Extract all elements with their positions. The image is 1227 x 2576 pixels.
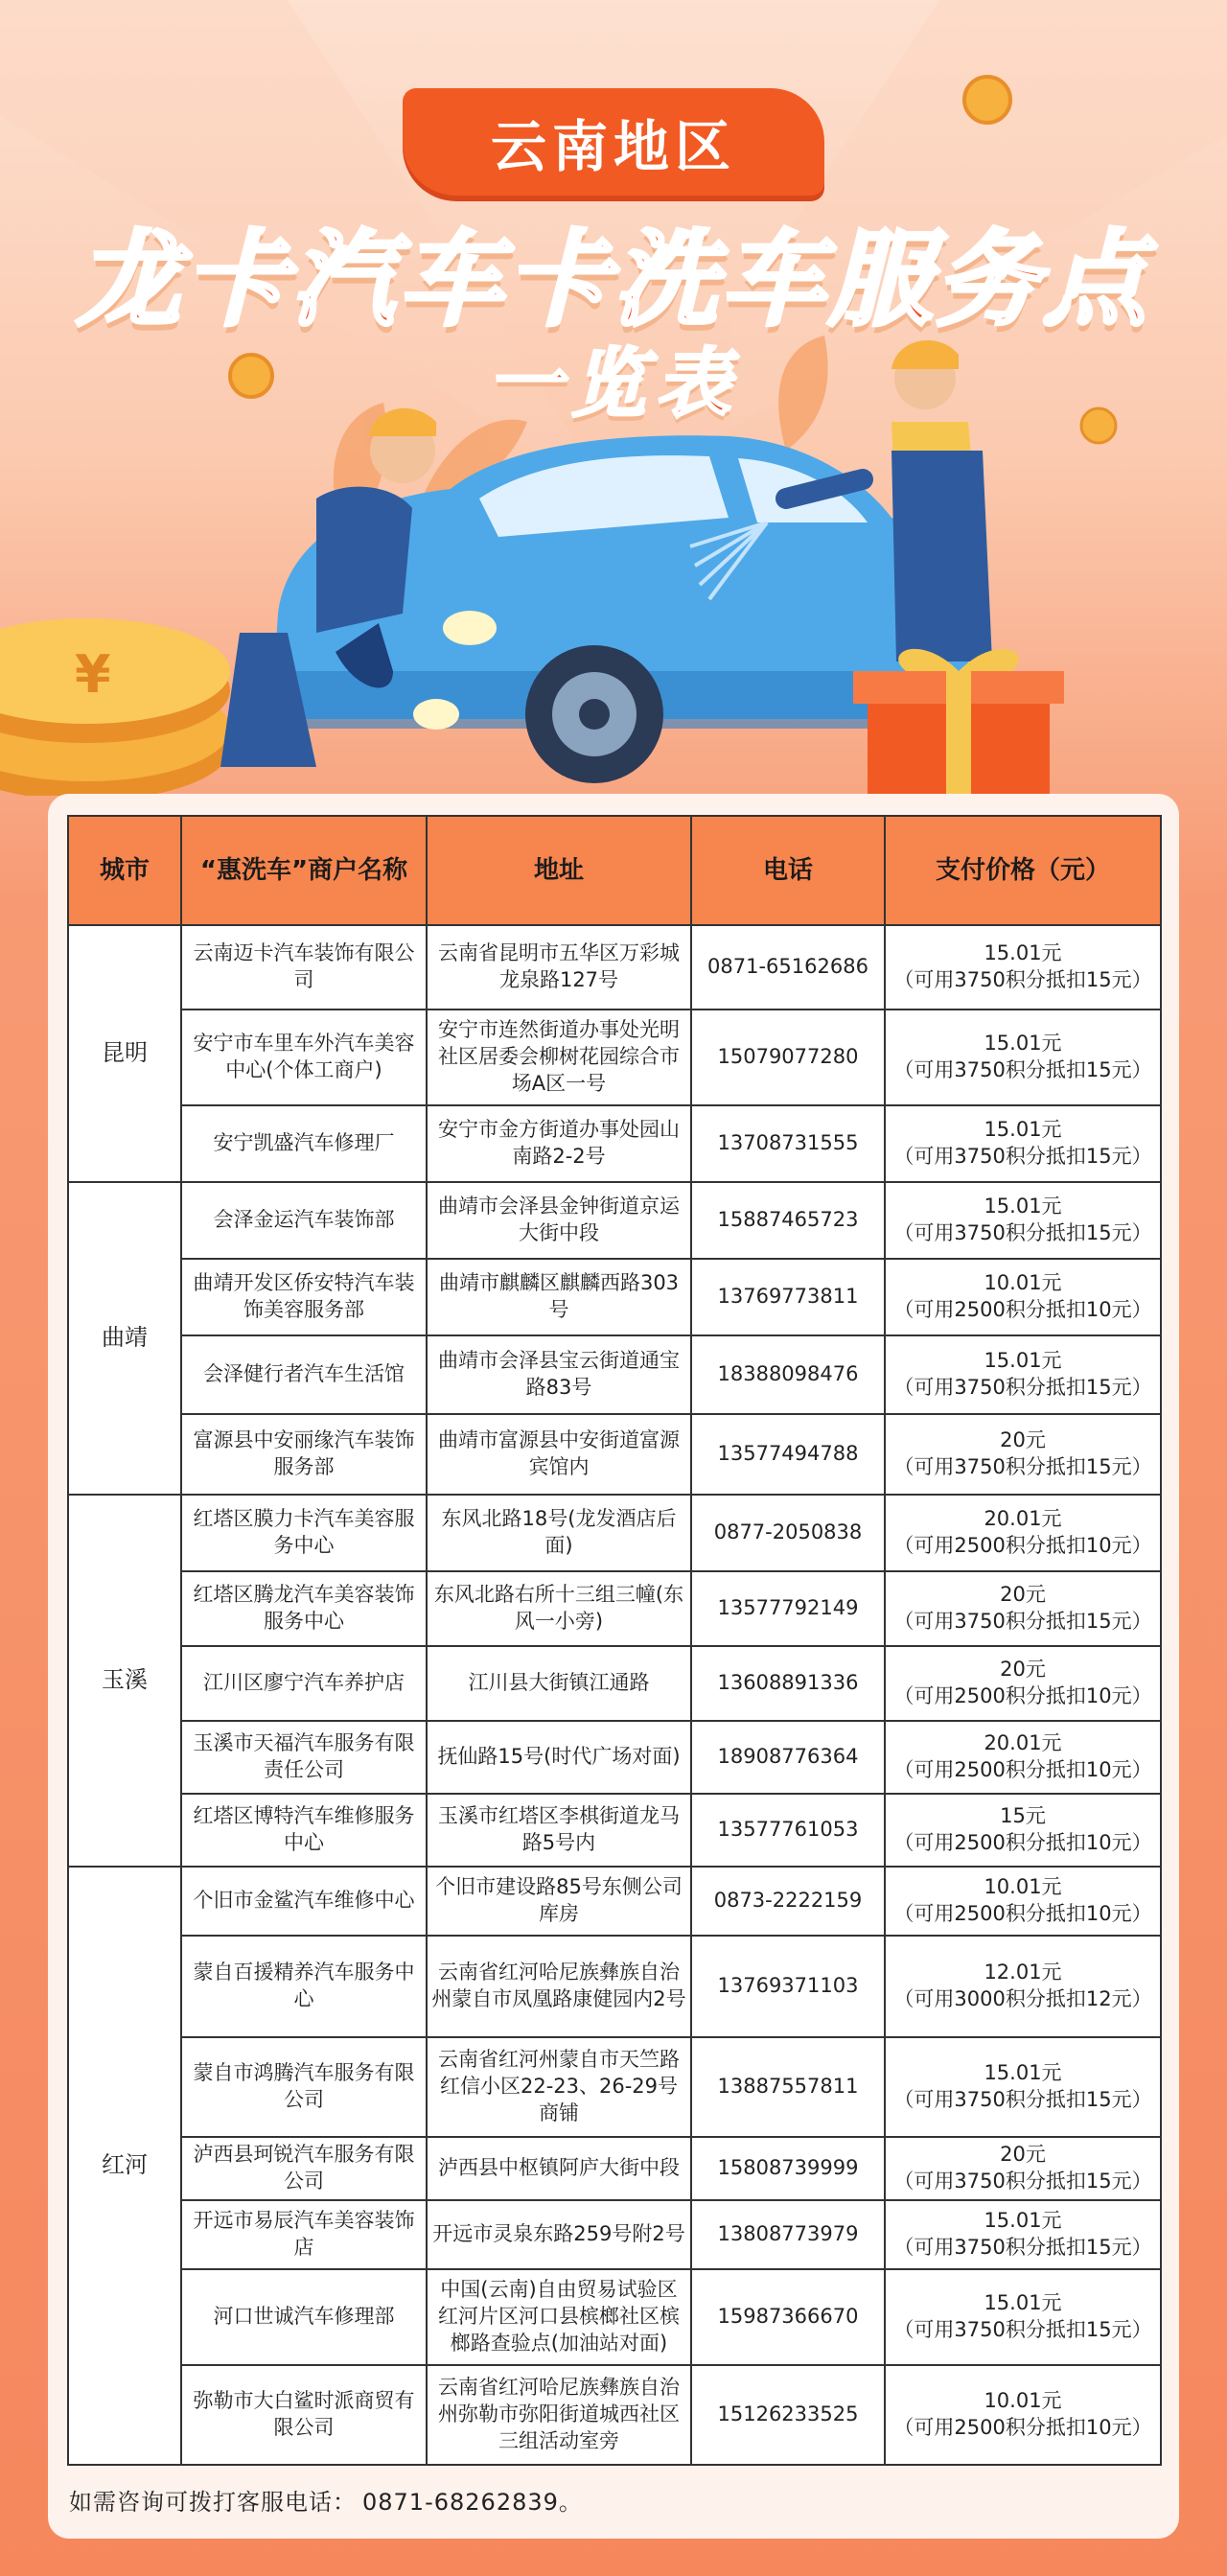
phone-cell[interactable]: 15887465723: [691, 1182, 885, 1259]
merchant-name-cell: 开远市易辰汽车美容装饰店: [181, 2200, 427, 2269]
merchant-name-cell: 红塔区博特汽车维修服务中心: [181, 1794, 427, 1867]
phone-cell[interactable]: 13577494788: [691, 1414, 885, 1495]
price-points-note: （可用3750积分抵扣15元）: [893, 1455, 1152, 1478]
address-cell: 江川县大街镇江通路: [427, 1646, 691, 1721]
price-cell: [885, 2269, 1161, 2365]
hotline-label: 如需咨询可拨打客服电话：: [69, 2489, 357, 2516]
address-cell: 曲靖市会泽县宝云街道通宝路83号: [427, 1335, 691, 1414]
hotline-number[interactable]: 0871-68262839。: [362, 2489, 583, 2516]
price-points-note: （可用3750积分抵扣15元）: [893, 2236, 1152, 2259]
address-cell: 东风北路右所十三组三幢(东风一小旁): [427, 1571, 691, 1646]
table-body: [68, 925, 1161, 2465]
price-cell: [885, 1794, 1161, 1867]
price-cell: [885, 1335, 1161, 1414]
address-cell: 云南省红河哈尼族彝族自治州弥勒市弥阳街道城西社区三组活动室旁: [427, 2365, 691, 2465]
merchant-name-cell: 泸西县珂锐汽车服务有限公司: [181, 2137, 427, 2200]
price-amount: 20元: [1000, 1428, 1046, 1452]
table-row: [68, 1259, 1161, 1335]
phone-cell[interactable]: 15079077280: [691, 1010, 885, 1105]
address-cell: 中国(云南)自由贸易试验区红河片区河口县槟榔社区槟榔路查验点(加油站对面): [427, 2269, 691, 2365]
merchant-name-cell: 蒙自百援精养汽车服务中心: [181, 1936, 427, 2037]
price-cell: [885, 2137, 1161, 2200]
column-header-merchant: “惠洗车”商户名称: [181, 816, 427, 925]
table-row: [68, 2269, 1161, 2365]
price-points-note: （可用3000积分抵扣12元）: [893, 1987, 1152, 2010]
table-row: [68, 1010, 1161, 1105]
price-points-note: （可用3750积分抵扣15元）: [893, 1376, 1152, 1399]
price-points-note: （可用3750积分抵扣15元）: [893, 1610, 1152, 1633]
phone-cell[interactable]: 13608891336: [691, 1646, 885, 1721]
merchant-name-cell: 安宁凯盛汽车修理厂: [181, 1105, 427, 1182]
price-points-note: （可用3750积分抵扣15元）: [893, 2170, 1152, 2193]
merchant-name-cell: 弥勒市大白鲨时派商贸有限公司: [181, 2365, 427, 2465]
price-amount: 15.01元: [984, 1032, 1062, 1056]
coin-stack-icon: [0, 618, 230, 796]
address-cell: 云南省昆明市五华区万彩城龙泉路127号: [427, 925, 691, 1010]
price-amount: 20元: [1000, 1658, 1046, 1682]
phone-cell[interactable]: 13708731555: [691, 1105, 885, 1182]
phone-cell[interactable]: 13808773979: [691, 2200, 885, 2269]
price-points-note: （可用3750积分抵扣15元）: [893, 968, 1152, 991]
table-row: [68, 1105, 1161, 1182]
hero-banner: [0, 0, 1227, 796]
hotline-note: [69, 2483, 583, 2517]
merchant-name-cell: 河口世诚汽车修理部: [181, 2269, 427, 2365]
price-points-note: （可用2500积分抵扣10元）: [893, 1534, 1152, 1557]
phone-cell[interactable]: 15987366670: [691, 2269, 885, 2365]
price-points-note: （可用2500积分抵扣10元）: [893, 2416, 1152, 2439]
phone-cell[interactable]: 15808739999: [691, 2137, 885, 2200]
price-points-note: （可用3750积分抵扣15元）: [893, 1145, 1152, 1168]
table-row: [68, 1414, 1161, 1495]
table-row: [68, 1867, 1161, 1936]
price-amount: 15.01元: [984, 2291, 1062, 2315]
table-row: [68, 2365, 1161, 2465]
price-amount: 15元: [1000, 1804, 1046, 1828]
price-cell: [885, 2200, 1161, 2269]
merchant-name-cell: 江川区廖宁汽车养护店: [181, 1646, 427, 1721]
address-cell: 玉溪市红塔区李棋街道龙马路5号内: [427, 1794, 691, 1867]
price-points-note: （可用3750积分抵扣15元）: [893, 1058, 1152, 1081]
price-amount: 20元: [1000, 1583, 1046, 1607]
phone-cell[interactable]: 0877-2050838: [691, 1495, 885, 1571]
region-label: 云南地区: [403, 88, 824, 196]
table-row: [68, 2137, 1161, 2200]
table-row: [68, 1495, 1161, 1571]
price-amount: 20.01元: [984, 1731, 1062, 1755]
price-cell: [885, 2037, 1161, 2137]
price-cell: [885, 1867, 1161, 1936]
address-cell: 泸西县中枢镇阿庐大街中段: [427, 2137, 691, 2200]
phone-cell[interactable]: 15126233525: [691, 2365, 885, 2465]
price-cell: [885, 1571, 1161, 1646]
merchant-name-cell: 安宁市车里车外汽车美容中心(个体工商户): [181, 1010, 427, 1105]
phone-cell[interactable]: 18908776364: [691, 1721, 885, 1794]
price-amount: 10.01元: [984, 2389, 1062, 2413]
address-cell: 云南省红河哈尼族彝族自治州蒙自市凤凰路康健园内2号: [427, 1936, 691, 2037]
price-points-note: （可用2500积分抵扣10元）: [893, 1902, 1152, 1925]
phone-cell[interactable]: 0873-2222159: [691, 1867, 885, 1936]
merchant-table: [67, 815, 1162, 2466]
address-cell: 开远市灵泉东路259号附2号: [427, 2200, 691, 2269]
table-row: [68, 1335, 1161, 1414]
price-points-note: （可用2500积分抵扣10元）: [893, 1298, 1152, 1321]
phone-cell[interactable]: 13577761053: [691, 1794, 885, 1867]
price-amount: 15.01元: [984, 1349, 1062, 1373]
price-amount: 15.01元: [984, 1118, 1062, 1142]
city-cell: 曲靖: [68, 1182, 181, 1495]
table-row: [68, 1721, 1161, 1794]
column-header-price: 支付价格（元）: [885, 816, 1161, 925]
price-cell: [885, 1010, 1161, 1105]
merchant-table-card: [48, 794, 1179, 2539]
price-points-note: （可用3750积分抵扣15元）: [893, 1221, 1152, 1244]
table-row: [68, 1794, 1161, 1867]
address-cell: 云南省红河州蒙自市天竺路红信小区22-23、26-29号商铺: [427, 2037, 691, 2137]
table-row: [68, 1646, 1161, 1721]
price-cell: [885, 1495, 1161, 1571]
merchant-name-cell: 红塔区膜力卡汽车美容服务中心: [181, 1495, 427, 1571]
phone-cell[interactable]: 13769371103: [691, 1936, 885, 2037]
price-amount: 10.01元: [984, 1875, 1062, 1899]
address-cell: 个旧市建设路85号东侧公司库房: [427, 1867, 691, 1936]
price-amount: 10.01元: [984, 1271, 1062, 1295]
address-cell: 曲靖市麒麟区麒麟西路303号: [427, 1259, 691, 1335]
merchant-name-cell: 曲靖开发区侨安特汽车装饰美容服务部: [181, 1259, 427, 1335]
price-cell: [885, 1936, 1161, 2037]
page-title: 龙卡汽车卡洗车服务点: [76, 220, 1150, 340]
merchant-name-cell: 蒙自市鸿腾汽车服务有限公司: [181, 2037, 427, 2137]
merchant-name-cell: 云南迈卡汽车装饰有限公司: [181, 925, 427, 1010]
merchant-name-cell: 个旧市金鲨汽车维修中心: [181, 1867, 427, 1936]
price-amount: 15.01元: [984, 941, 1062, 965]
price-cell: [885, 1646, 1161, 1721]
price-points-note: （可用3750积分抵扣15元）: [893, 2318, 1152, 2341]
price-cell: [885, 2365, 1161, 2465]
column-header-address: 地址: [427, 816, 691, 925]
table-row: [68, 1571, 1161, 1646]
merchant-name-cell: 富源县中安丽缘汽车装饰服务部: [181, 1414, 427, 1495]
city-cell: 玉溪: [68, 1495, 181, 1867]
column-header-city: 城市: [68, 816, 181, 925]
page-subtitle: 一览表: [486, 341, 740, 428]
table-row: [68, 2200, 1161, 2269]
address-cell: 抚仙路15号(时代广场对面): [427, 1721, 691, 1794]
price-points-note: （可用2500积分抵扣10元）: [893, 1684, 1152, 1707]
table-row: [68, 1182, 1161, 1259]
phone-cell[interactable]: 18388098476: [691, 1335, 885, 1414]
table-row: [68, 2037, 1161, 2137]
table-row: [68, 925, 1161, 1010]
address-cell: 曲靖市富源县中安街道富源宾馆内: [427, 1414, 691, 1495]
price-points-note: （可用2500积分抵扣10元）: [893, 1758, 1152, 1781]
merchant-name-cell: 会泽金运汽车装饰部: [181, 1182, 427, 1259]
table-row: [68, 1936, 1161, 2037]
price-points-note: （可用3750积分抵扣15元）: [893, 2088, 1152, 2111]
price-amount: 15.01元: [984, 2061, 1062, 2085]
price-cell: [885, 925, 1161, 1010]
merchant-name-cell: 玉溪市天福汽车服务有限责任公司: [181, 1721, 427, 1794]
table-header-row: [68, 816, 1161, 925]
price-cell: [885, 1182, 1161, 1259]
address-cell: 安宁市金方街道办事处园山南路2-2号: [427, 1105, 691, 1182]
city-cell: 红河: [68, 1867, 181, 2465]
phone-cell[interactable]: 13887557811: [691, 2037, 885, 2137]
price-amount: 20.01元: [984, 1507, 1062, 1531]
price-cell: [885, 1259, 1161, 1335]
phone-cell[interactable]: 13769773811: [691, 1259, 885, 1335]
price-amount: 15.01元: [984, 1195, 1062, 1218]
address-cell: 曲靖市会泽县金钟街道京运大街中段: [427, 1182, 691, 1259]
price-amount: 15.01元: [984, 2209, 1062, 2233]
svg-text:¥: ¥: [75, 644, 111, 705]
price-cell: [885, 1105, 1161, 1182]
column-header-phone: 电话: [691, 816, 885, 925]
phone-cell[interactable]: 0871-65162686: [691, 925, 885, 1010]
price-amount: 12.01元: [984, 1961, 1062, 1984]
price-points-note: （可用2500积分抵扣10元）: [893, 1831, 1152, 1854]
price-cell: [885, 1414, 1161, 1495]
merchant-name-cell: 会泽健行者汽车生活馆: [181, 1335, 427, 1414]
price-amount: 20元: [1000, 2143, 1046, 2167]
city-cell: 昆明: [68, 925, 181, 1182]
address-cell: 东风北路18号(龙发酒店后面): [427, 1495, 691, 1571]
merchant-name-cell: 红塔区腾龙汽车美容装饰服务中心: [181, 1571, 427, 1646]
phone-cell[interactable]: 13577792149: [691, 1571, 885, 1646]
address-cell: 安宁市连然街道办事处光明社区居委会柳树花园综合市场A区一号: [427, 1010, 691, 1105]
price-cell: [885, 1721, 1161, 1794]
